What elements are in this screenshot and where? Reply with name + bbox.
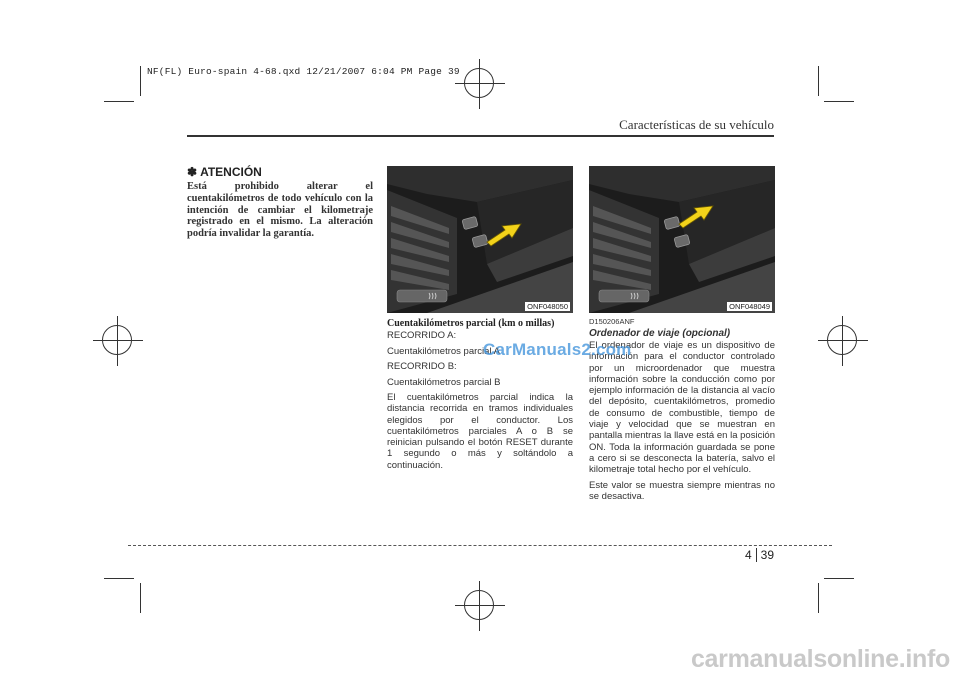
crop-mark (104, 101, 134, 102)
trip-computer-paragraph: El ordenador de viaje es un dispositivo de información para el conductor controlado por un microordenador que muestra información sobre la conducción como por ejemplo información de la distancia al vacío del depósito, cuentakilómetros, promedio de consumo de combustible, tiempo de viaje y velocidad que se muestran en pantalla mientras la llave está en la posición ON. Toda la información guardada se pone a cero si se desconecta la batería, salvo el kilometraje total hecho por el vehículo. (589, 340, 775, 476)
trip-computer-paragraph: Este valor se muestra siempre mientras no se desactiva. (589, 479, 775, 502)
attention-heading (187, 165, 373, 179)
dashboard-photo-computer (589, 166, 775, 313)
print-slug: NF(FL) Euro-spain 4-68.qxd 12/21/2007 6:04 PM Page 39 (147, 66, 460, 77)
footer-rule (128, 545, 832, 546)
site-watermark: carmanualsonline.info (690, 645, 950, 673)
trip-line: Cuentakilómetros parcial A (387, 345, 500, 357)
attention-box (187, 165, 373, 240)
photo-label: ONF048050 (527, 302, 568, 311)
crop-mark (140, 66, 141, 96)
trip-computer-title: Ordenador de viaje (opcional) (589, 328, 731, 339)
page-number (745, 548, 774, 562)
registration-mark-top (464, 68, 494, 98)
dashboard-illustration (387, 166, 573, 313)
page-number-divider (756, 548, 757, 562)
crop-mark (818, 66, 819, 96)
crop-mark (824, 101, 854, 102)
dashboard-photo-trip (387, 166, 573, 313)
crop-mark (824, 578, 854, 579)
registration-mark-right (827, 325, 857, 355)
trip-line: RECORRIDO B: (387, 361, 457, 372)
section-title: Características de su vehículo (619, 117, 774, 132)
crop-mark (140, 583, 141, 613)
trip-title: Cuentakilómetros parcial (km o millas) (387, 318, 555, 329)
trip-paragraph: El cuentakilómetros parcial indica la distancia recorrida en tramos individuales elegidos por el conductor. Los cuentakilómetros parciales A o B se reinician pulsando el botón RESET durante 1 segundo o más y soltándolo a continuación. (387, 392, 573, 471)
section-code: D150206ANF (589, 317, 635, 326)
attention-text: Está prohibido alterar el cuentakilómetros de todo vehículo con la intención de cambiar el kilometraje registrado en el mismo. La alteración podría invalidar la garantía. (187, 181, 373, 240)
trip-line: Cuentakilómetros parcial B (387, 376, 501, 388)
photo-label: ONF048049 (729, 302, 770, 311)
dashboard-illustration (589, 166, 775, 313)
asterisk-icon: ✽ (187, 165, 198, 179)
attention-title: ATENCIÓN (200, 165, 262, 179)
watermark-text: CarManuals2.com (483, 340, 632, 359)
registration-mark-bottom (464, 590, 494, 620)
trip-line: RECORRIDO A: (387, 330, 457, 341)
page-number-value: 39 (760, 548, 774, 562)
crop-mark (104, 578, 134, 579)
chapter-number: 4 (744, 548, 752, 562)
registration-mark-left (102, 325, 132, 355)
crop-mark (818, 583, 819, 613)
header-rule (187, 135, 774, 137)
